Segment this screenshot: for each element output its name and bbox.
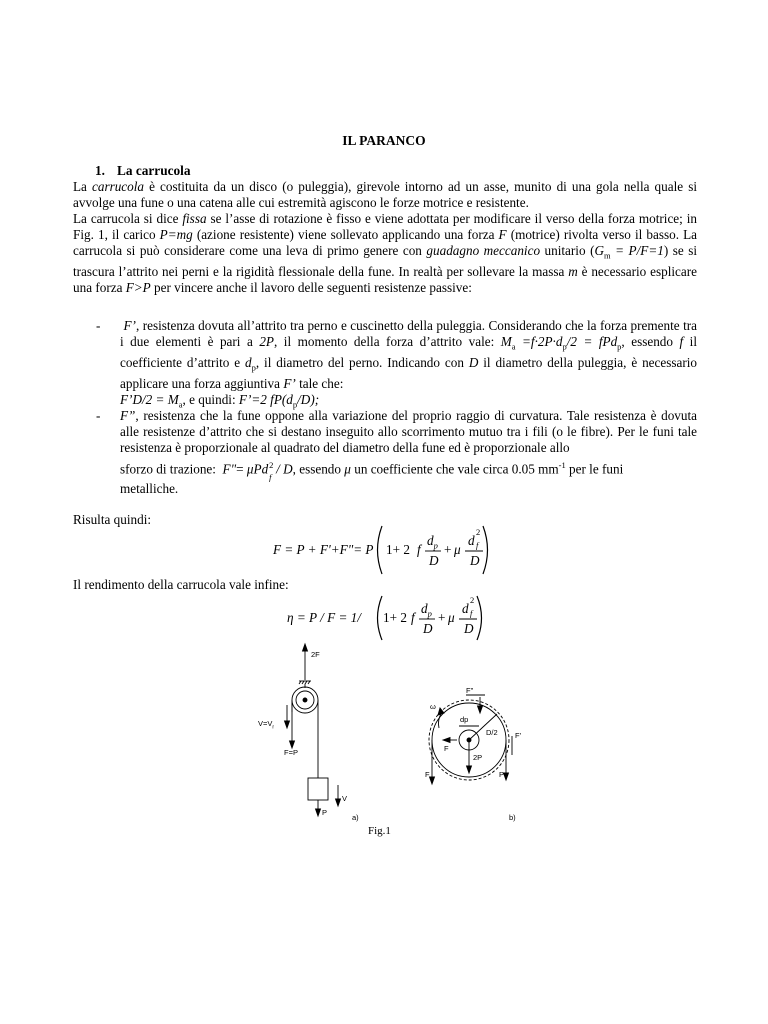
section-heading	[95, 163, 190, 179]
section-title: La carrucola	[117, 163, 191, 178]
figure-1-drawing	[240, 640, 540, 850]
paragraph-fixed-pulley: La carrucola si dice fissa se l’asse di rotazione è fisso e viene adottata per modificare il verso della forza motrice; in Fig. 1, il carico P=mg (azione resistente) viene sollevato applicando una forza F (motrice) rivolta verso il basso. La carrucola si può considerare come una leva di primo genere con guadagno meccanico unitario $(G_m = P/F=1)$ se si trascura l’attrito nei perni e la rigidità flessionale della fune. In realtà per sollevare la massa m è necessario esplicare una forza F>P per vincere anche il lavoro delle seguenti resistenze passive:	[73, 211, 697, 296]
label-D-half: D/2	[486, 728, 498, 737]
page-title: IL PARANCO	[342, 133, 426, 148]
label-a: a)	[352, 813, 359, 822]
bullet-mark: -	[96, 318, 101, 333]
equation-force: F = P + F'+F"= P 1+ 2 f $d_p$ D + μ d 2 f D	[273, 520, 513, 580]
pulley-a	[285, 644, 341, 816]
bullet-rope-end: metalliche.	[120, 481, 179, 496]
label-F-double-prime: F"	[466, 686, 474, 695]
bullet-friction-pin: F’, resistenza dovuta all’attrito tra perno e cuscinetto della puleggia. Considerando che la forza premente tra i due elementi è pari a 2P, il momento della forza d’attrito vale: $M_a =f\cdot 2P\cdot d_p/2 = fPd_p$, essendo f il coefficiente d’attrito e $d_p$, il diametro del perno. Indicando con D il diametro della puleggia, è necessario applicare una forza aggiuntiva F’ tale che: F’D/2 = $M_a$, e quindi: F’=2 $fP(d_p/D)$;	[120, 318, 698, 410]
label-F-P: F=P	[284, 748, 298, 757]
label-P-right: P	[499, 770, 505, 779]
label-b: b)	[509, 813, 516, 822]
paragraph-definition: La carrucola è costituita da un disco (o puleggia), girevole intorno ad un asse, munito di una gola nella quale si avvolge una fune o una catena alle cui estremità agiscono le forze motrice e resistente.	[73, 179, 697, 211]
label-2P: 2P	[473, 753, 483, 762]
efficiency-label: Il rendimento della carrucola vale infine:	[73, 577, 289, 592]
label-F-inner: F	[444, 744, 449, 753]
label-P: P	[322, 808, 328, 817]
label-omega: ω	[430, 702, 436, 711]
label-2F: 2F	[311, 650, 320, 659]
figure-caption: Fig.1	[368, 825, 391, 837]
label-dp: dp	[460, 715, 469, 724]
equation-efficiency: η = P / F = 1/ 1+ 2 f $d_p$ D + μ d 2 f D	[287, 590, 487, 650]
bullet-mark: -	[96, 408, 101, 423]
figure-1	[240, 640, 540, 850]
label-V-Vr: $V=V_r$	[258, 719, 275, 731]
label-F-left: F	[425, 770, 430, 779]
result-label: Risulta quindi:	[73, 512, 152, 527]
section-number: 1.	[95, 163, 105, 178]
bullet-rope-stiffness: F”, resistenza che la fune oppone alla variazione del proprio raggio di curvatura. Tale resistenza è dovuta alle resistenze d’attrito che si destano inseguito allo scorrimento mutuo tra i fili (o le fibre). Per le funi tale resistenza è proporzionale al quadrato del diametro della fune ed è proporzionale allo	[120, 408, 697, 456]
bullet-rope-formula-line: sforzo di trazione: F"= μPd 2 f / D, essendo μ un coefficiente che vale circa 0.05 $mm^{-1}$ per le funi	[120, 460, 624, 483]
label-F-prime: F'	[515, 731, 522, 740]
label-V: V	[342, 794, 348, 803]
